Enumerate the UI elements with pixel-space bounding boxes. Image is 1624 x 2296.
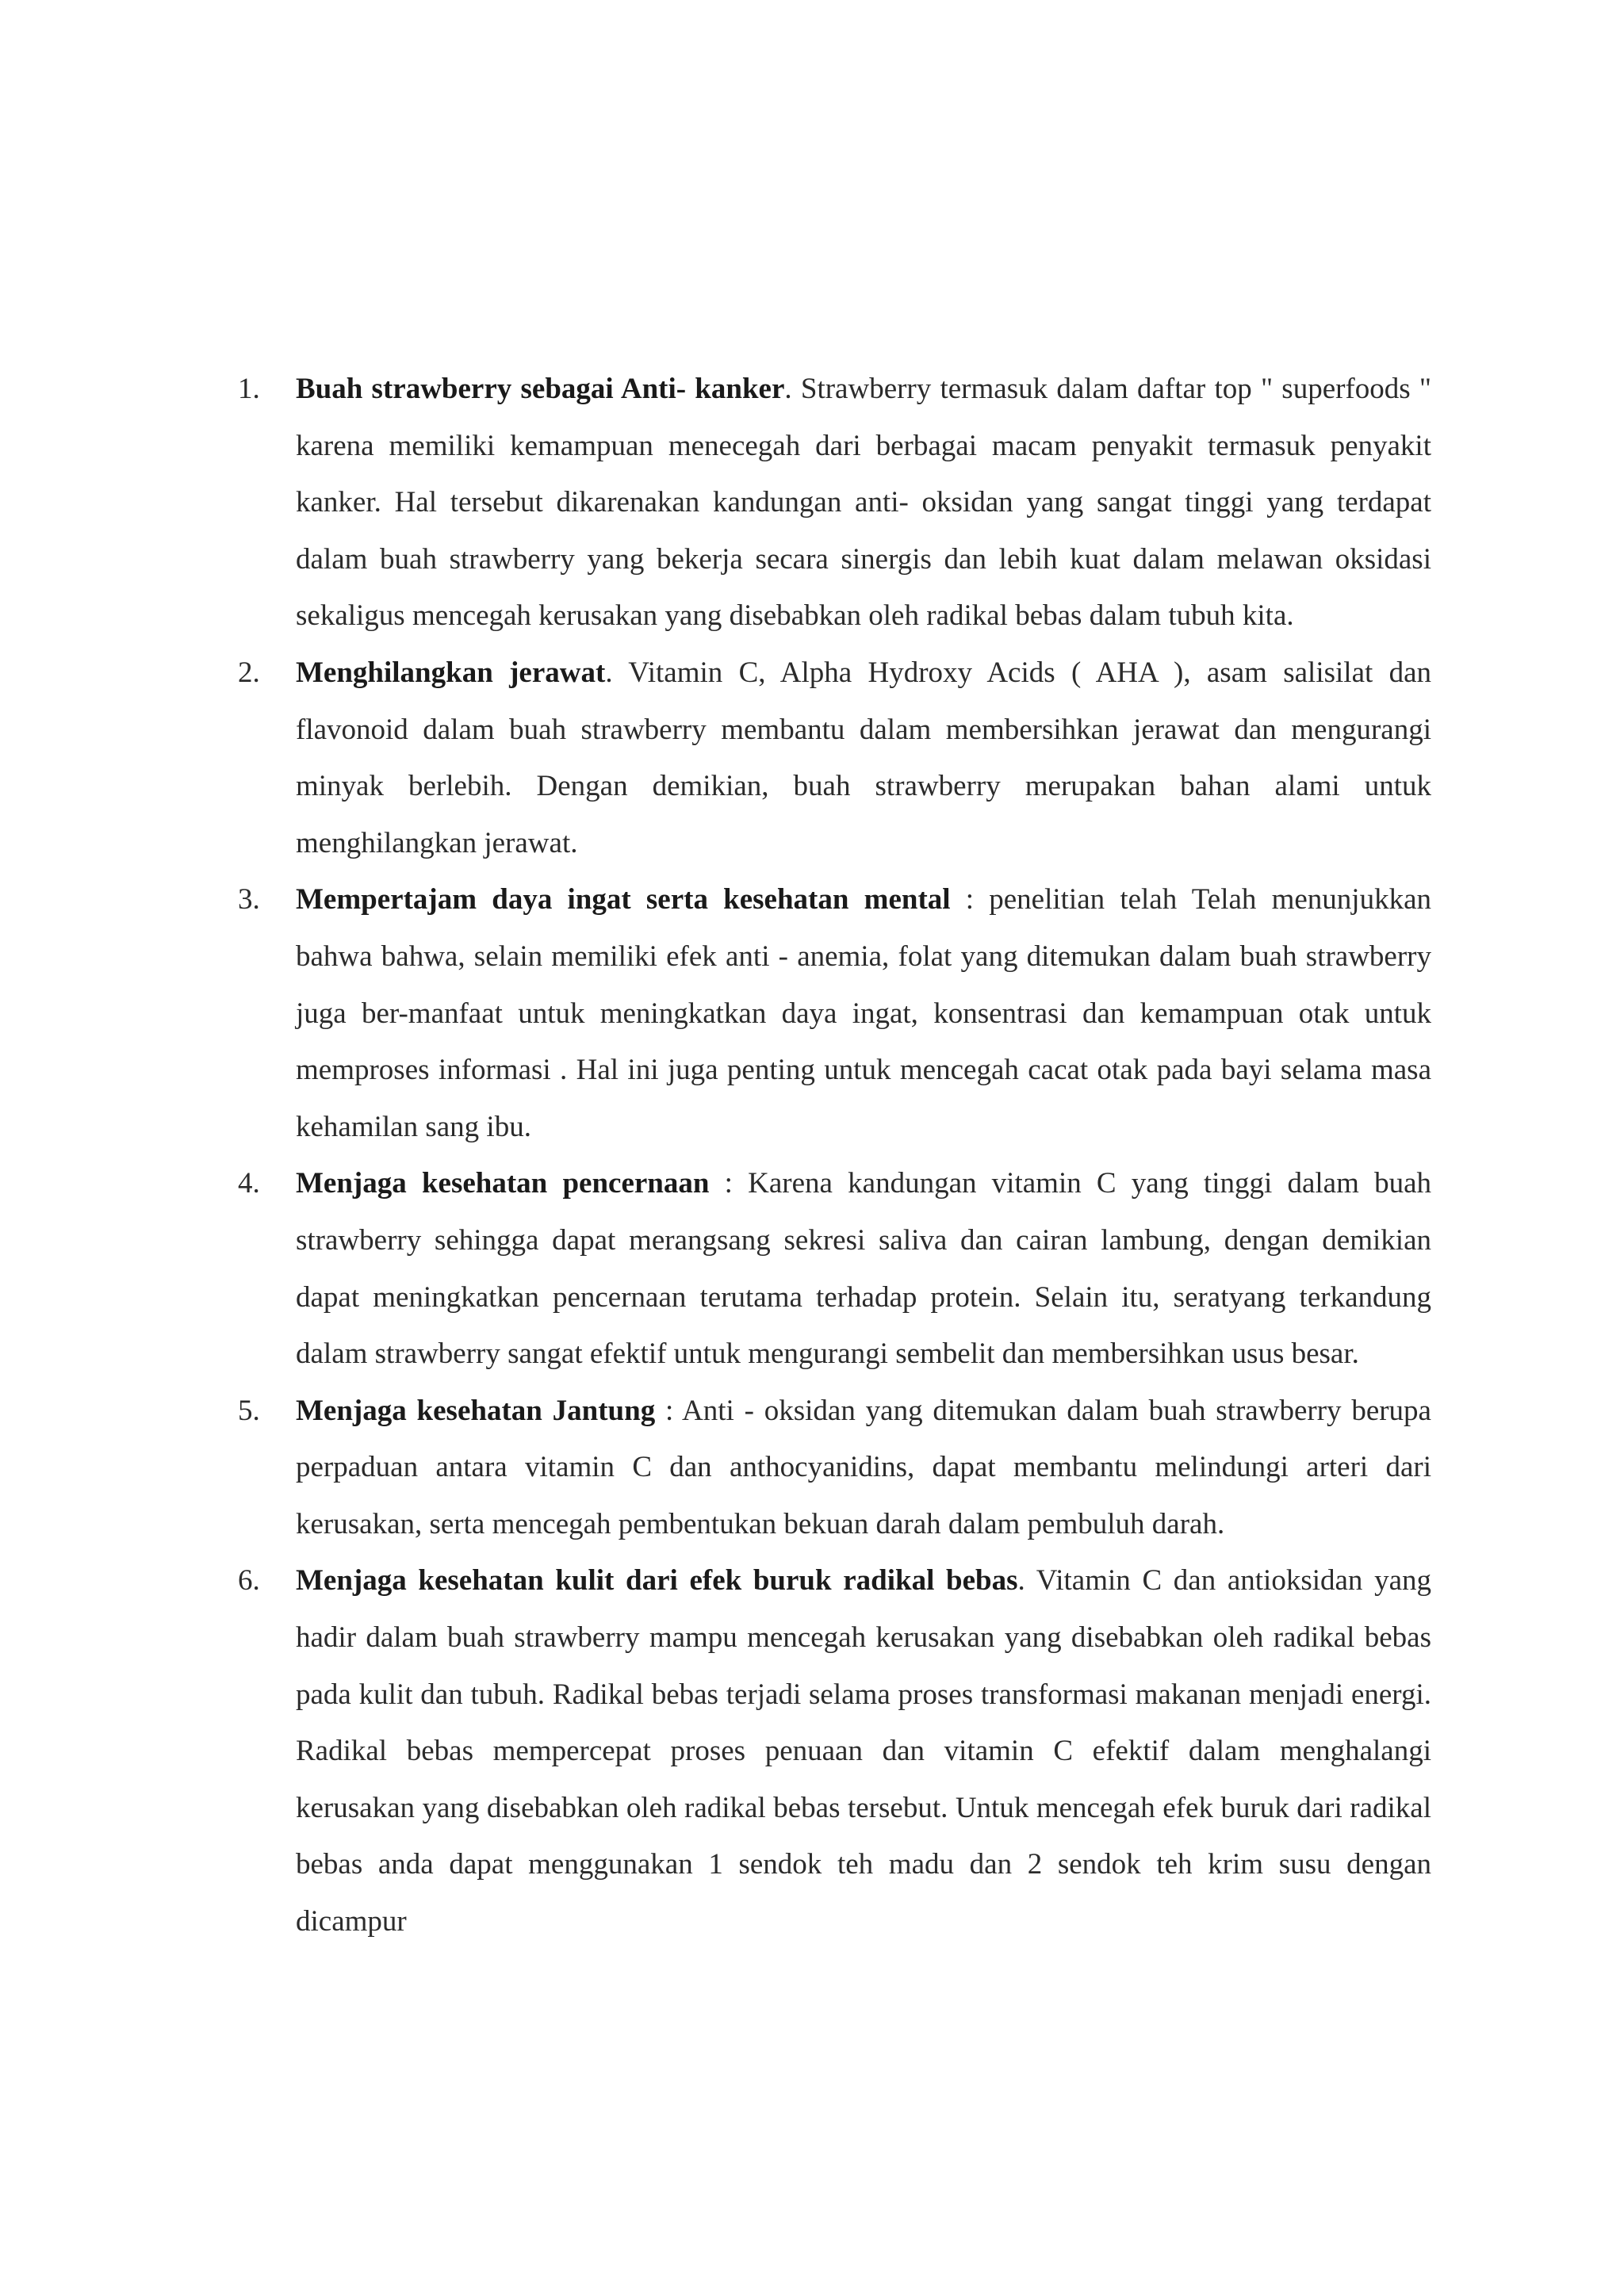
list-item <box>238 1155 1431 1382</box>
list-item <box>238 1552 1431 1950</box>
list-item <box>238 645 1431 871</box>
item-body: . Vitamin C dan antioksidan yang hadir dalam buah strawberry mampu mencegah kerusakan yang disebabkan oleh radikal bebas pada kulit dan tubuh. Radikal bebas terjadi selama proses transformasi makanan menjadi energi. Radikal bebas mempercepat proses penuaan dan vitamin C efektif dalam menghalangi kerusakan yang disebabkan oleh radikal bebas tersebut. Untuk mencegah efek buruk dari radikal bebas anda dapat menggunakan 1 sendok teh madu dan 2 sendok teh krim susu dengan dicampur <box>296 1564 1431 1938</box>
item-body: . Strawberry termasuk dalam daftar top " superfoods " karena memiliki kemampuan menecegah dari berbagai macam penyakit termasuk penyakit kanker. Hal tersebut dikarenakan kandungan anti- oksidan yang sangat tinggi yang terdapat dalam buah strawberry yang bekerja secara sinergis dan lebih kuat dalam melawan oksidasi sekaligus mencegah kerusakan yang disebabkan oleh radikal bebas dalam tubuh kita. <box>296 373 1431 633</box>
item-number: 3. <box>238 883 260 916</box>
item-title: Buah strawberry sebagai Anti- kanker <box>296 373 785 405</box>
list-item <box>238 871 1431 1155</box>
item-body: : penelitian telah Telah menunjukkan bahwa bahwa, selain memiliki efek anti - anemia, folat yang ditemukan dalam buah strawberry juga ber-manfaat untuk meningkatkan daya ingat, konsentrasi dan kemampuan otak untuk memproses informasi . Hal ini juga penting untuk mencegah cacat otak pada bayi selama masa kehamilan sang ibu. <box>296 883 1432 1143</box>
item-title: Menghilangkan jerawat <box>296 656 606 689</box>
item-body: . Vitamin C, Alpha Hydroxy Acids ( AHA ), asam salisilat dan flavonoid dalam buah strawberry membantu dalam membersihkan jerawat dan mengurangi minyak berlebih. Dengan demikian, buah strawberry merupakan bahan alami untuk menghilangkan jerawat. <box>296 656 1432 859</box>
item-number: 6. <box>238 1564 260 1598</box>
item-number: 1. <box>238 373 260 405</box>
item-body: : Karena kandungan vitamin C yang tinggi dalam buah strawberry sehingga dapat merangsang sekresi saliva dan cairan lambung, dengan demikian dapat meningkatkan pencernaan terutama terhadap protein. Selain itu, seratyang terkandung dalam strawberry sangat efektif untuk mengurangi sembelit dan membersihkan usus besar. <box>296 1167 1431 1371</box>
item-number: 5. <box>238 1394 260 1427</box>
item-number: 4. <box>238 1167 260 1200</box>
item-title: Menjaga kesehatan kulit dari efek buruk radikal bebas <box>296 1564 1018 1598</box>
list-item <box>238 1383 1431 1553</box>
item-title: Menjaga kesehatan Jantung <box>296 1394 656 1427</box>
item-title: Menjaga kesehatan pencernaan <box>296 1167 710 1200</box>
benefits-list <box>238 361 1431 1950</box>
item-title: Mempertajam daya ingat serta kesehatan mental <box>296 883 951 916</box>
list-item <box>238 361 1431 645</box>
item-body: : Anti - oksidan yang ditemukan dalam buah strawberry berupa perpaduan antara vitamin C dan anthocyanidins, dapat membantu melindungi arteri dari kerusakan, serta mencegah pembentukan bekuan darah dalam pembuluh darah. <box>296 1394 1431 1540</box>
item-number: 2. <box>238 656 260 689</box>
